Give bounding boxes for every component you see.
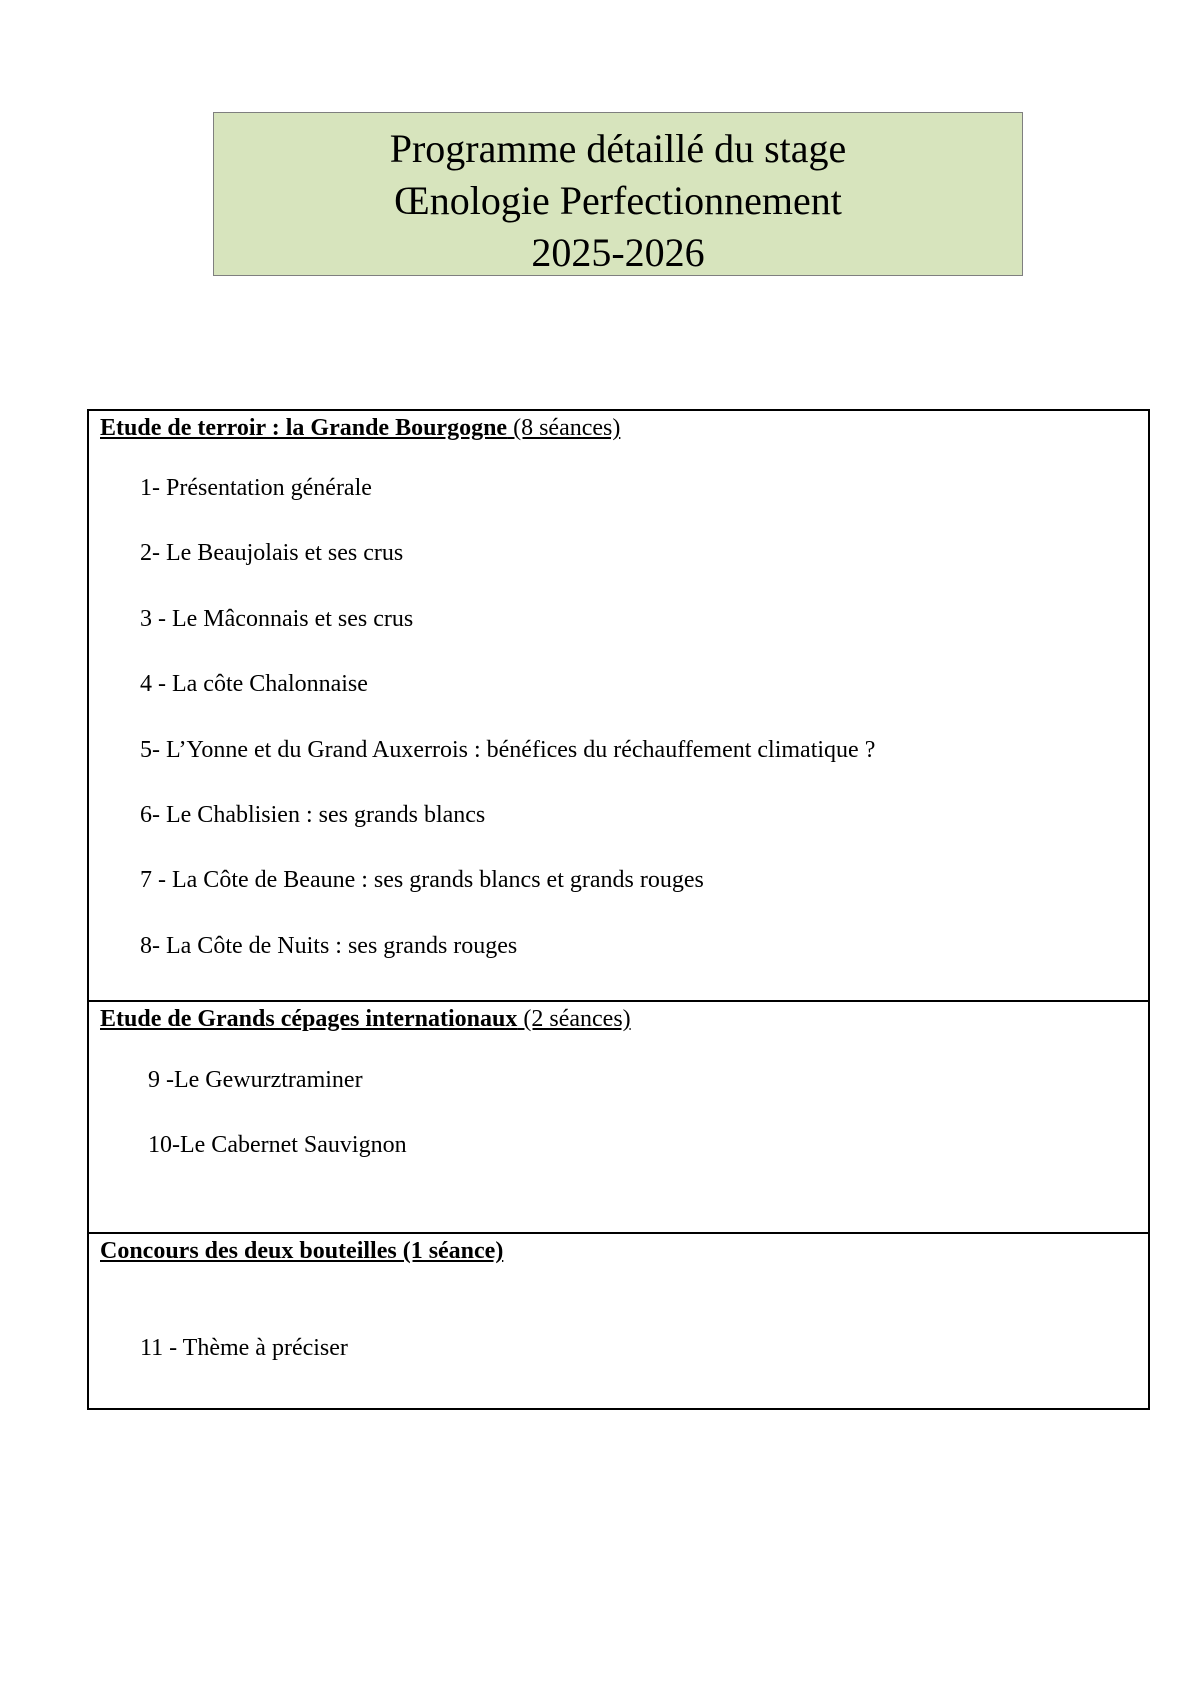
program-table [87, 409, 1150, 1410]
list-item: 10-Le Cabernet Sauvignon [148, 1132, 407, 1158]
section-heading-count: (8 séances) [507, 415, 621, 441]
section-heading-title: Concours des deux bouteilles (1 séance) [100, 1238, 504, 1264]
section-heading-title: Etude de terroir : la Grande Bourgogne [100, 415, 508, 441]
list-item: 6- Le Chablisien : ses grands blancs [140, 802, 486, 828]
list-item: 2- Le Beaujolais et ses crus [140, 540, 404, 566]
list-item: 1- Présentation générale [140, 475, 372, 501]
list-item: 8- La Côte de Nuits : ses grands rouges [140, 933, 518, 959]
section-heading [100, 1236, 503, 1266]
title-line-2: Œnologie Perfectionnement [394, 178, 842, 223]
list-item: 9 -Le Gewurztraminer [148, 1067, 363, 1093]
title-line-3: 2025-2026 [531, 230, 705, 275]
list-item: 11 - Thème à préciser [140, 1335, 348, 1361]
section-heading-title: Etude de Grands cépages internationaux [100, 1006, 518, 1032]
title-line-1: Programme détaillé du stage [389, 126, 847, 171]
list-item: 5- L’Yonne et du Grand Auxerrois : bénéfices du réchauffement climatique ? [140, 737, 876, 763]
section-heading-count: (2 séances) [517, 1006, 631, 1032]
section-heading [100, 413, 620, 443]
list-item: 7 - La Côte de Beaune : ses grands blancs et grands rouges [140, 867, 704, 893]
list-item: 3 - Le Mâconnais et ses crus [140, 606, 414, 632]
title-box [213, 112, 1023, 276]
list-item: 4 - La côte Chalonnaise [140, 671, 368, 697]
section-concours [89, 1232, 1148, 1408]
section-heading [100, 1004, 631, 1034]
section-bourgogne [89, 411, 1148, 1000]
section-cepages [89, 1000, 1148, 1232]
